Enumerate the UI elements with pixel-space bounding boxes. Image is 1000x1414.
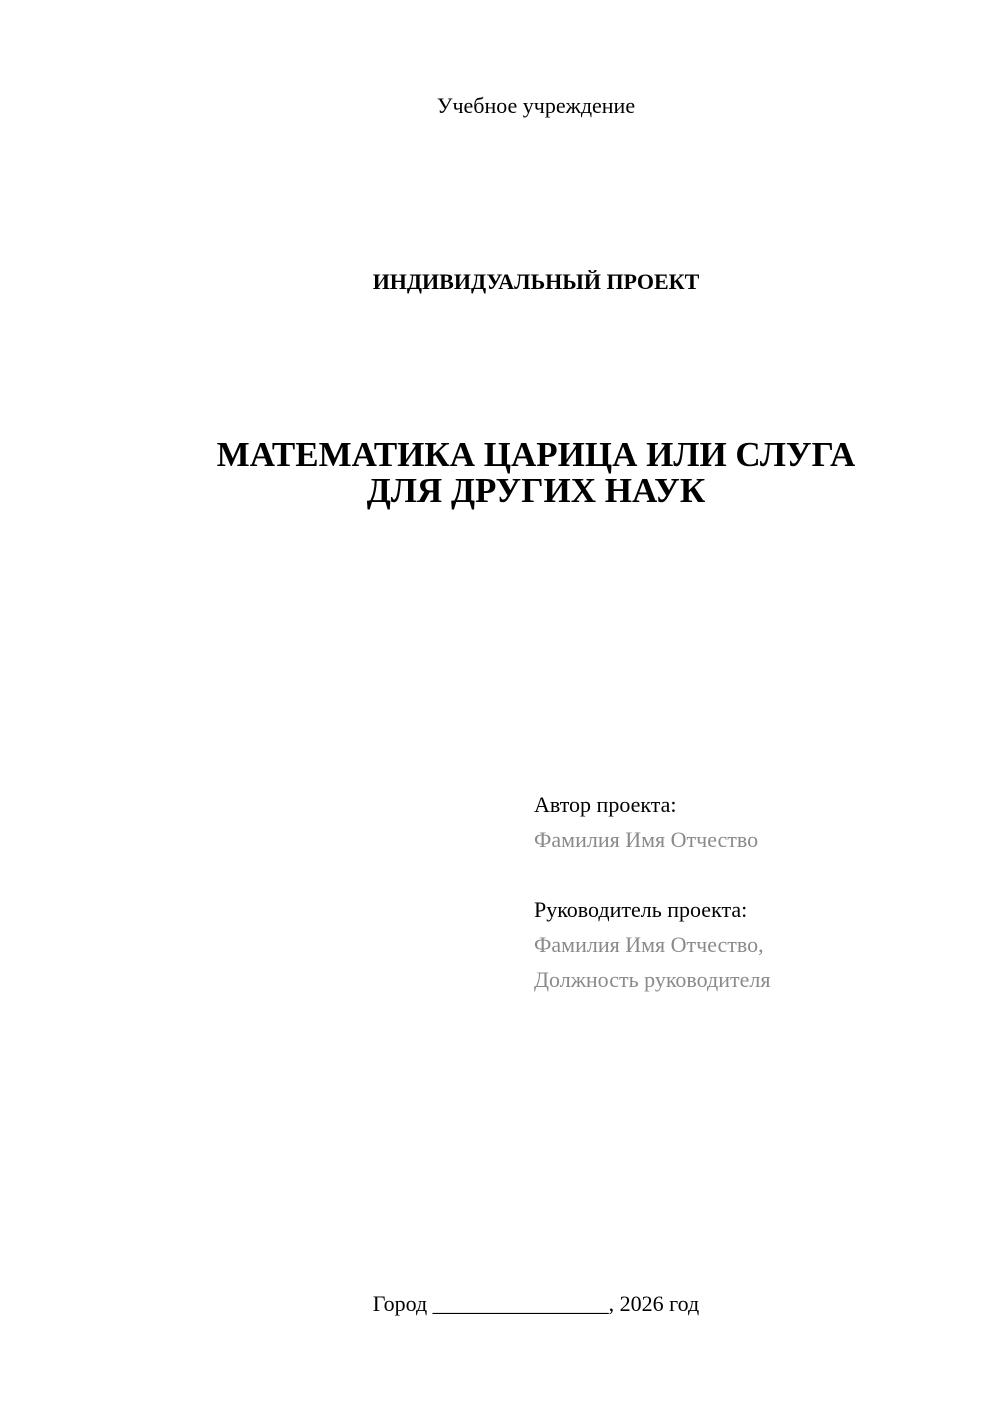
author-label: Автор проекта: [534, 792, 677, 817]
supervisor-label: Руководитель проекта: [534, 897, 748, 922]
project-title [0, 437, 1000, 509]
supervisor-name: Фамилия Имя Отчество, [534, 932, 764, 957]
author-name: Фамилия Имя Отчество [534, 827, 759, 852]
supervisor-position: Должность руководителя [534, 967, 771, 992]
city-year-line: Город ________________, 2026 год [372, 1291, 700, 1316]
institution-name: Учебное учреждение [436, 93, 636, 118]
project-info-block [534, 787, 770, 997]
project-title-line-1: МАТЕМАТИКА ЦАРИЦА ИЛИ СЛУГА [216, 435, 856, 474]
info-spacer [534, 857, 770, 892]
project-type-heading: ИНДИВИДУАЛЬНЫЙ ПРОЕКТ [372, 269, 700, 294]
project-title-line-2: ДЛЯ ДРУГИХ НАУК [366, 471, 706, 510]
